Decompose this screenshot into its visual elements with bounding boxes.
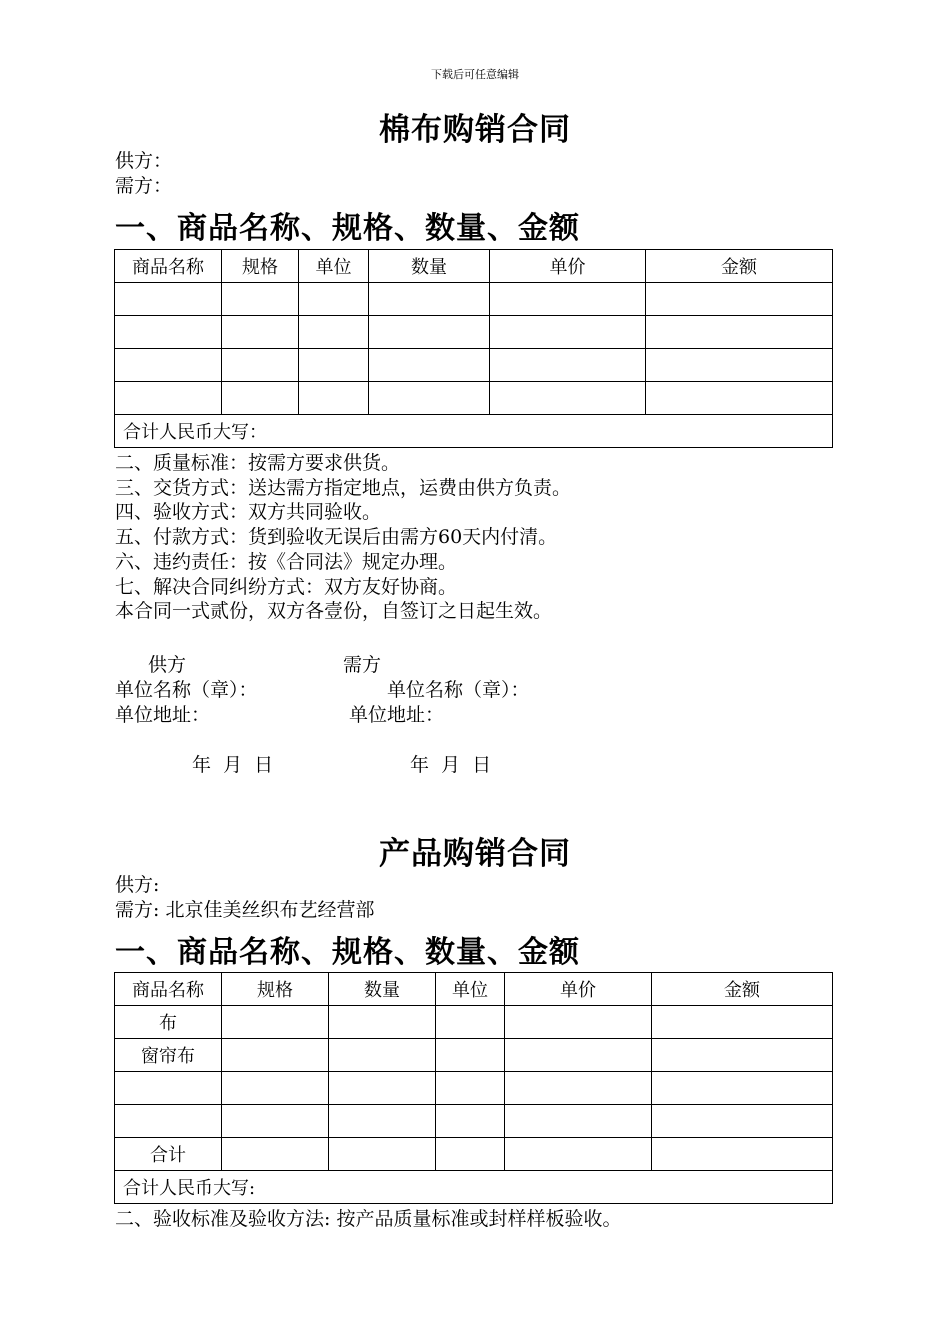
table-cell: [436, 1072, 505, 1105]
table-header-cell: 单价: [490, 250, 646, 283]
table-cell: [299, 382, 369, 415]
table-cell: [436, 1006, 505, 1039]
buyer-address: 单位地址：: [349, 704, 445, 726]
contract2-section1-heading: 一、商品名称、规格、数量、金额: [115, 935, 580, 970]
table-cell: [329, 1138, 436, 1171]
clause-5: 五、付款方式：货到验收无误后由需方60天内付清。: [115, 526, 558, 548]
clause-7: 七、解决合同纠纷方式：双方友好协商。: [115, 576, 458, 598]
table-row: [115, 316, 833, 349]
table-header-cell: 商品名称: [115, 250, 222, 283]
table-cell: [369, 316, 490, 349]
contract1-supplier-label: 供方：: [115, 150, 173, 172]
table-cell: [369, 283, 490, 316]
table-cell: [222, 1072, 329, 1105]
table-cell: [646, 382, 833, 415]
table-cell: [222, 316, 299, 349]
table-header-row: [115, 250, 833, 283]
table-cell: [369, 382, 490, 415]
buyer-date: 年 月 日: [410, 754, 492, 776]
table-cell: [505, 1138, 652, 1171]
contract2-buyer-label: 需方: 北京佳美丝织布艺经营部: [115, 899, 375, 921]
product-name-cell: 窗帘布: [115, 1039, 222, 1072]
contract1-section1-heading: 一、商品名称、规格、数量、金额: [115, 211, 580, 246]
table-cell: [329, 1072, 436, 1105]
table-header-row: [115, 973, 833, 1006]
table-cell: [646, 283, 833, 316]
table-cell: [115, 382, 222, 415]
table-cell: [490, 382, 646, 415]
table-cell: [222, 1006, 329, 1039]
table-cell: [505, 1006, 652, 1039]
table-cell: [505, 1039, 652, 1072]
table-cell: [652, 1039, 833, 1072]
table-cell: [115, 283, 222, 316]
table-total-row: [115, 1171, 833, 1204]
table-cell: [436, 1138, 505, 1171]
table-row: [115, 1072, 833, 1105]
table-subtotal-row: [115, 1138, 833, 1171]
table-cell: [490, 283, 646, 316]
contract1-goods-table: [114, 249, 833, 448]
table-cell: [369, 349, 490, 382]
table-header-cell: 规格: [222, 250, 299, 283]
table-cell: [652, 1138, 833, 1171]
table-header-cell: 金额: [652, 973, 833, 1006]
table-cell: [652, 1105, 833, 1138]
table-cell: [115, 316, 222, 349]
table-cell: [490, 349, 646, 382]
table-cell: [299, 316, 369, 349]
table-cell: [222, 1039, 329, 1072]
contract1-buyer-label: 需方：: [115, 175, 173, 197]
contract2-supplier-label: 供方:: [115, 874, 160, 896]
supplier-signature-heading: 供方: [148, 654, 187, 676]
table-header-cell: 数量: [329, 973, 436, 1006]
product-name-cell: [115, 1105, 222, 1138]
clause-6: 六、违约责任：按《合同法》规定办理。: [115, 551, 458, 573]
supplier-date: 年 月 日: [192, 754, 274, 776]
table-header-cell: 单位: [299, 250, 369, 283]
table-cell: [646, 349, 833, 382]
table-cell: [299, 283, 369, 316]
clause-2: 二、质量标准：按需方要求供货。: [115, 452, 401, 474]
table-cell: [329, 1039, 436, 1072]
contract2-title: 产品购销合同: [379, 836, 571, 872]
table-row: [115, 1006, 833, 1039]
table-total-row: [115, 415, 833, 448]
contract2-goods-table: [114, 972, 833, 1204]
table-cell: [505, 1072, 652, 1105]
table-cell: [222, 349, 299, 382]
table-header-cell: 单价: [505, 973, 652, 1006]
clause-3: 三、交货方式：送达需方指定地点，运费由供方负责。: [115, 477, 572, 499]
supplier-address: 单位地址：: [115, 704, 211, 726]
table-cell: [222, 1105, 329, 1138]
table-header-cell: 金额: [646, 250, 833, 283]
contract1-title: 棉布购销合同: [379, 112, 571, 148]
table-cell: [436, 1105, 505, 1138]
table-cell: [652, 1006, 833, 1039]
table-header-cell: 商品名称: [115, 973, 222, 1006]
buyer-unit-name: 单位名称（章）：: [387, 679, 530, 701]
product-name-cell: [115, 1072, 222, 1105]
table-cell: [222, 283, 299, 316]
table-header-cell: 规格: [222, 973, 329, 1006]
table-row: [115, 382, 833, 415]
table-cell: [222, 1138, 329, 1171]
total-amount-label: 合计人民币大写：: [115, 415, 833, 448]
table-cell: [222, 382, 299, 415]
table-cell: [115, 349, 222, 382]
table-row: [115, 283, 833, 316]
table-cell: [646, 316, 833, 349]
clause-4: 四、验收方式：双方共同验收。: [115, 501, 382, 523]
table-header-cell: 数量: [369, 250, 490, 283]
total-amount-label: 合计人民币大写:: [115, 1171, 833, 1204]
buyer-signature-heading: 需方: [343, 654, 382, 676]
subtotal-label: 合计: [115, 1138, 222, 1171]
table-cell: [329, 1006, 436, 1039]
table-cell: [505, 1105, 652, 1138]
table-cell: [436, 1039, 505, 1072]
product-name-cell: 布: [115, 1006, 222, 1039]
table-cell: [652, 1072, 833, 1105]
table-header-cell: 单位: [436, 973, 505, 1006]
table-row: [115, 1039, 833, 1072]
table-row: [115, 349, 833, 382]
table-cell: [299, 349, 369, 382]
header-note: 下载后可任意编辑: [431, 68, 519, 81]
table-row: [115, 1105, 833, 1138]
clause-effect: 本合同一式贰份，双方各壹份，自签订之日起生效。: [115, 600, 553, 622]
contract2-clause-2: 二、验收标准及验收方法: 按产品质量标准或封样样板验收。: [115, 1208, 622, 1230]
table-cell: [490, 316, 646, 349]
table-cell: [329, 1105, 436, 1138]
supplier-unit-name: 单位名称（章）：: [115, 679, 258, 701]
